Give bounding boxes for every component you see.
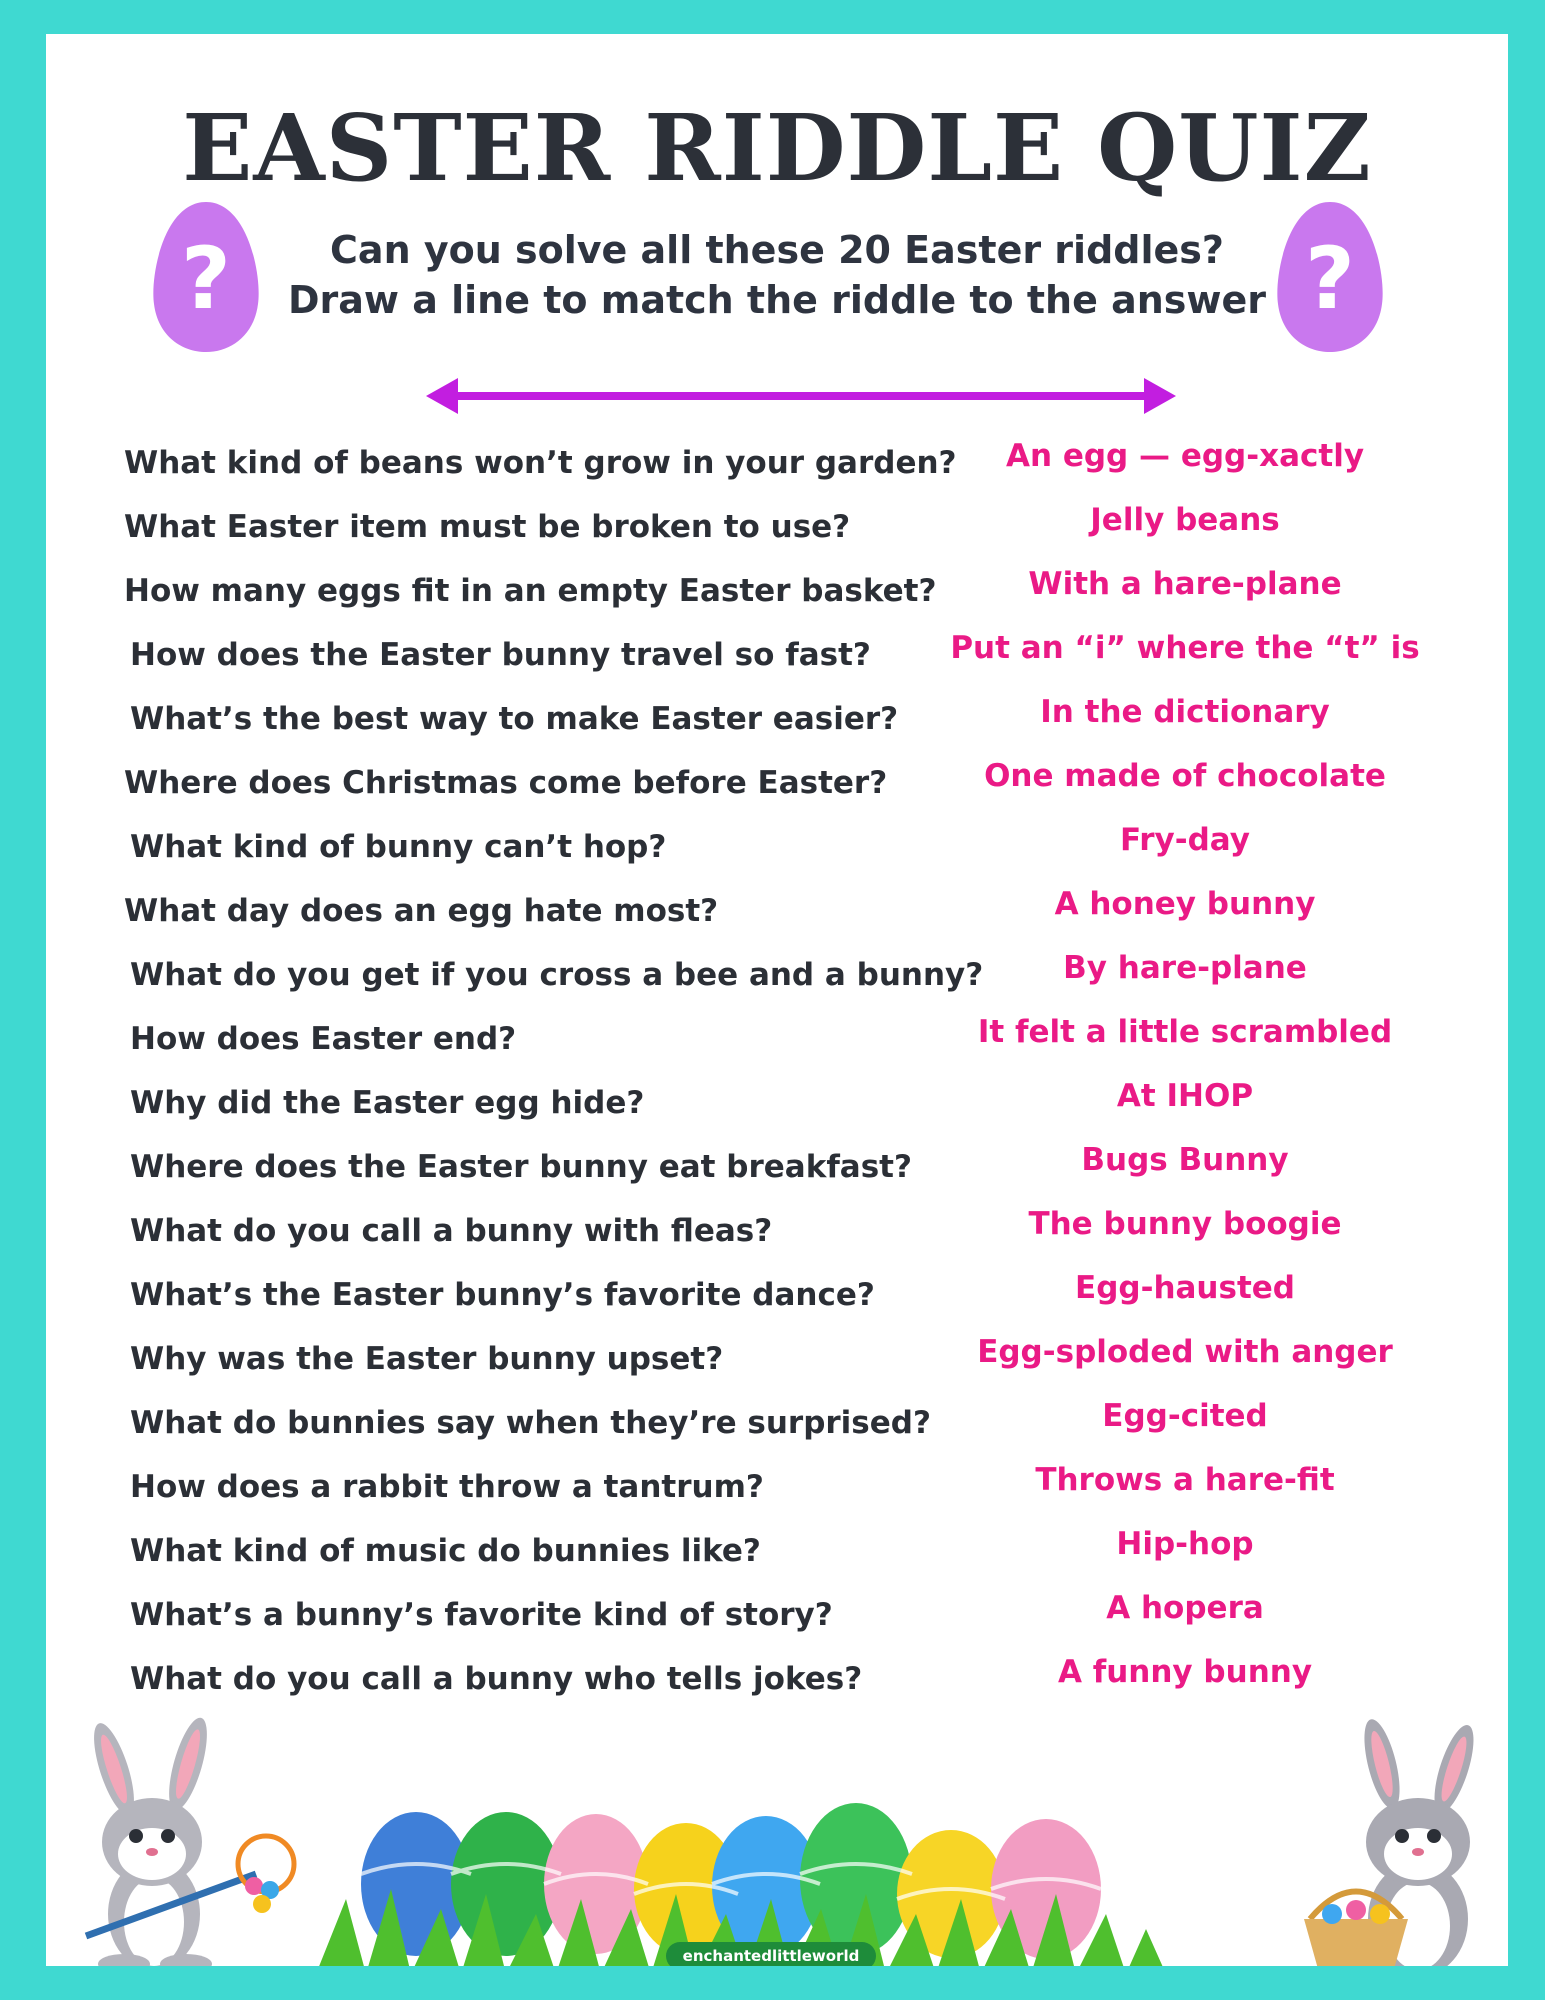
riddle-answer: Hip-hop (1116, 1526, 1254, 1562)
credit-label: enchantedlittleworld (666, 1942, 876, 1966)
riddle-question: What’s the Easter bunny’s favorite dance? (130, 1277, 875, 1313)
svg-text:?: ? (181, 229, 231, 329)
riddle-answer: Throws a hare-fit (1035, 1462, 1335, 1498)
riddle-question: What do you call a bunny who tells jokes? (130, 1661, 863, 1697)
question-egg-icon (146, 196, 266, 356)
riddle-answer: By hare-plane (1063, 950, 1307, 986)
riddle-question: What kind of music do bunnies like? (130, 1533, 761, 1569)
riddle-answer: A honey bunny (1054, 886, 1316, 922)
easter-decoration (46, 1714, 1508, 1966)
riddle-question: Where does Christmas come before Easter? (124, 765, 888, 801)
riddle-answer: An egg — egg-xactly (1005, 438, 1365, 474)
riddle-question: What day does an egg hate most? (124, 893, 719, 929)
riddle-answer: One made of chocolate (984, 758, 1386, 794)
riddle-answer: Jelly beans (1090, 502, 1280, 538)
riddle-question: How does Easter end? (130, 1021, 517, 1057)
riddle-question: What do you call a bunny with fleas? (130, 1213, 773, 1249)
riddle-question: How many eggs fit in an empty Easter basket? (124, 573, 937, 609)
bunny-with-basket-icon (1304, 1716, 1482, 1966)
riddle-question: What do bunnies say when they’re surprised? (130, 1405, 931, 1441)
bunny-with-net-icon (86, 1714, 294, 1966)
instructions-line-2: Draw a line to match the riddle to the answer (287, 278, 1267, 322)
worksheet (46, 34, 1508, 1966)
svg-text:?: ? (1305, 229, 1355, 329)
riddle-answer: Put an “i” where the “t” is (950, 630, 1420, 666)
riddle-question: How does a rabbit throw a tantrum? (130, 1469, 764, 1505)
riddle-question: What kind of beans won’t grow in your garden? (124, 445, 957, 481)
riddle-answer: At IHOP (1116, 1078, 1254, 1114)
riddle-question: What’s the best way to make Easter easier? (130, 701, 899, 737)
riddle-question: Why did the Easter egg hide? (130, 1085, 645, 1121)
riddle-answer: The bunny boogie (1028, 1206, 1342, 1242)
double-arrow-icon (426, 376, 1176, 416)
riddle-answer: Egg-hausted (1075, 1270, 1295, 1306)
riddle-answer: In the dictionary (1040, 694, 1330, 730)
riddle-question: Where does the Easter bunny eat breakfast? (130, 1149, 912, 1185)
riddle-answer: A funny bunny (1057, 1654, 1313, 1690)
riddle-answer: It felt a little scrambled (977, 1014, 1393, 1050)
instructions-line-1: Can you solve all these 20 Easter riddles? (330, 228, 1224, 272)
riddle-question: What Easter item must be broken to use? (124, 509, 851, 545)
riddle-answer: Egg-sploded with anger (977, 1334, 1393, 1370)
riddle-answer: A hopera (1106, 1590, 1264, 1626)
page-title: EASTER RIDDLE QUIZ (182, 94, 1372, 202)
riddle-question: How does the Easter bunny travel so fast? (130, 637, 871, 673)
riddle-question: What do you get if you cross a bee and a bunny? (130, 957, 984, 993)
riddle-answer: Egg-cited (1102, 1398, 1268, 1434)
riddle-question: What’s a bunny’s favorite kind of story? (130, 1597, 833, 1633)
riddle-answer: Bugs Bunny (1081, 1142, 1289, 1178)
riddle-question: What kind of bunny can’t hop? (130, 829, 667, 865)
riddle-answer: With a hare-plane (1028, 566, 1342, 602)
riddle-question: Why was the Easter bunny upset? (130, 1341, 724, 1377)
question-egg-icon (1270, 196, 1390, 356)
riddle-answer: Fry-day (1120, 822, 1250, 858)
